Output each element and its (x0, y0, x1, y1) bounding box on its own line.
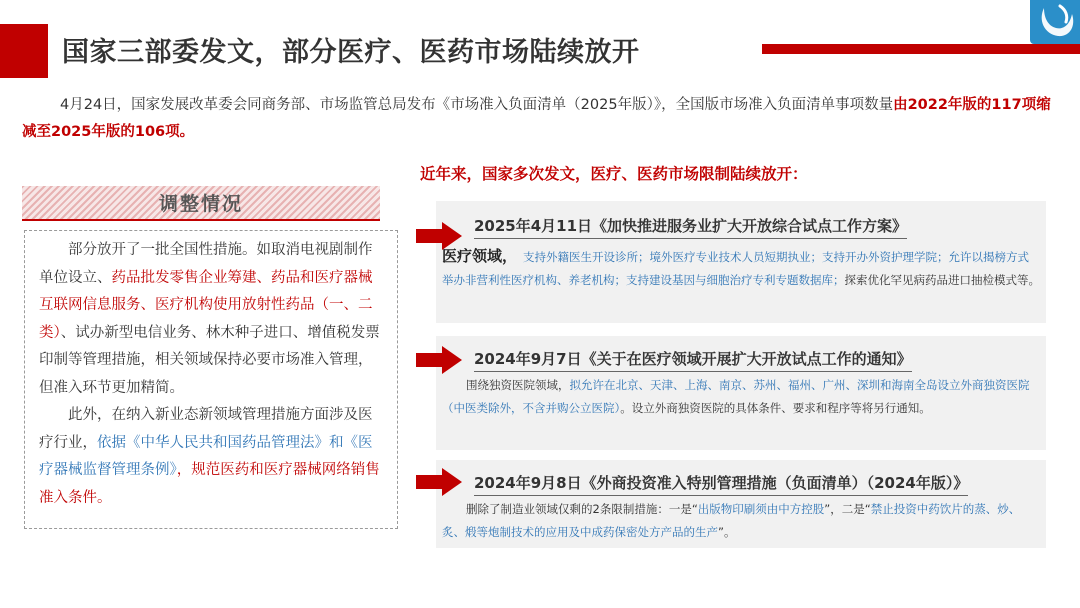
policy-card-3-seg-2: ”，二是“ (824, 502, 871, 516)
policy-card-2-body (442, 374, 1040, 420)
adjustment-box (24, 230, 398, 529)
policy-card-3-body (442, 498, 1040, 544)
policy-card-2 (436, 336, 1046, 450)
intro-highlight: 由2022年版的117项缩减至2025年版的106项。 (22, 97, 1051, 140)
policy-card-3 (436, 460, 1046, 548)
title-rule (762, 44, 1080, 54)
policy-card-1-lead: 医疗领域， (442, 247, 518, 265)
arrow-right-icon (416, 222, 462, 250)
adjustment-header-label: 调整情况 (158, 193, 243, 215)
adjustment-p1-seg-1: 药品批发零售企业筹建、药品和医疗器械互联网信息服务、医疗机构使用放射性药品（一、二类） (39, 269, 373, 341)
arrow-right-icon (416, 468, 462, 496)
intro-paragraph (22, 92, 1052, 146)
adjustment-paragraph-1 (39, 237, 383, 402)
policy-card-1-title: 2025年4月11日《加快推进服务业扩大开放综合试点工作方案》 (474, 215, 907, 239)
adjustment-p2-seg-2: ，规范医药和医疗器械网络销售准入条件。 (39, 462, 380, 506)
policy-card-2-title: 2024年9月7日《关于在医疗领域开展扩大开放试点工作的通知》 (474, 348, 912, 372)
policy-card-1-body (442, 245, 1040, 292)
intro-text: 4月24日，国家发展改革委会同商务部、市场监管总局发布《市场准入负面清单（2025年版）》，全国版市场准入负面清单事项数量 (60, 97, 894, 113)
policy-card-2-seg-0: 围绕独资医院领域， (466, 378, 570, 392)
policy-card-3-title: 2024年9月8日《外商投资准入特别管理措施（负面清单）（2024年版）》 (474, 472, 968, 496)
page-title: 国家三部委发文，部分医疗、医药市场陆续放开 (62, 37, 640, 68)
policy-card-1 (436, 201, 1046, 323)
policy-card-2-seg-1: 拟允许在北京、天津、上海、南京、苏州、福州、广州、深圳和海南全岛设立外商独资医院（中医类除外，不含并购公立医院） (442, 378, 1030, 415)
adjustment-p2-seg-1: 依据《中华人民共和国药品管理法》和《医疗器械监督管理条例》 (39, 434, 373, 478)
adjustment-p1-seg-2: 、试办新型电信业务、林木种子进口、增值税发票印制等管理措施，相关领域保持必要市场准入管理，但准入环节更加精简。 (39, 324, 380, 396)
adjustment-p1-seg-0: 部分放开了一批全国性措施。如取消电视剧制作单位设立、 (39, 242, 373, 286)
arrow-right-icon (416, 346, 462, 374)
adjustment-header (22, 186, 380, 221)
policy-card-2-seg-2: 。设立外商独资医院的具体条件、要求和程序等将另行通知。 (620, 401, 931, 415)
title-accent-block (0, 24, 48, 78)
adjustment-paragraph-2 (39, 402, 383, 512)
swoosh-logo-icon (1030, 0, 1080, 44)
policy-card-3-seg-0: 删除了制造业领域仅剩的2条限制措施：一是“ (466, 502, 698, 516)
policies-heading: 近年来，国家多次发文，医疗、医药市场限制陆续放开： (420, 165, 808, 183)
policy-card-1-seg-1: 探索优化罕见病药品进口抽检模式等。 (844, 273, 1040, 287)
policy-card-3-seg-1: 出版物印刷须由中方控股 (697, 502, 825, 516)
policy-card-3-seg-3: 禁止投资中药饮片的蒸、炒、炙、煅等炮制技术的应用及中成药保密处方产品的生产 (442, 502, 1021, 539)
policy-card-1-seg-0: 支持外籍医生开设诊所；境外医疗专业技术人员短期执业；支持开办外资护理学院；允许以揭榜方式举办非营利性医疗机构、养老机构；支持建设基因与细胞治疗专利专题数据库； (442, 250, 1030, 287)
policy-card-3-seg-4: ”。 (718, 525, 736, 539)
adjustment-p2-seg-0: 此外，在纳入新业态新领域管理措施方面涉及医疗行业， (39, 407, 373, 451)
